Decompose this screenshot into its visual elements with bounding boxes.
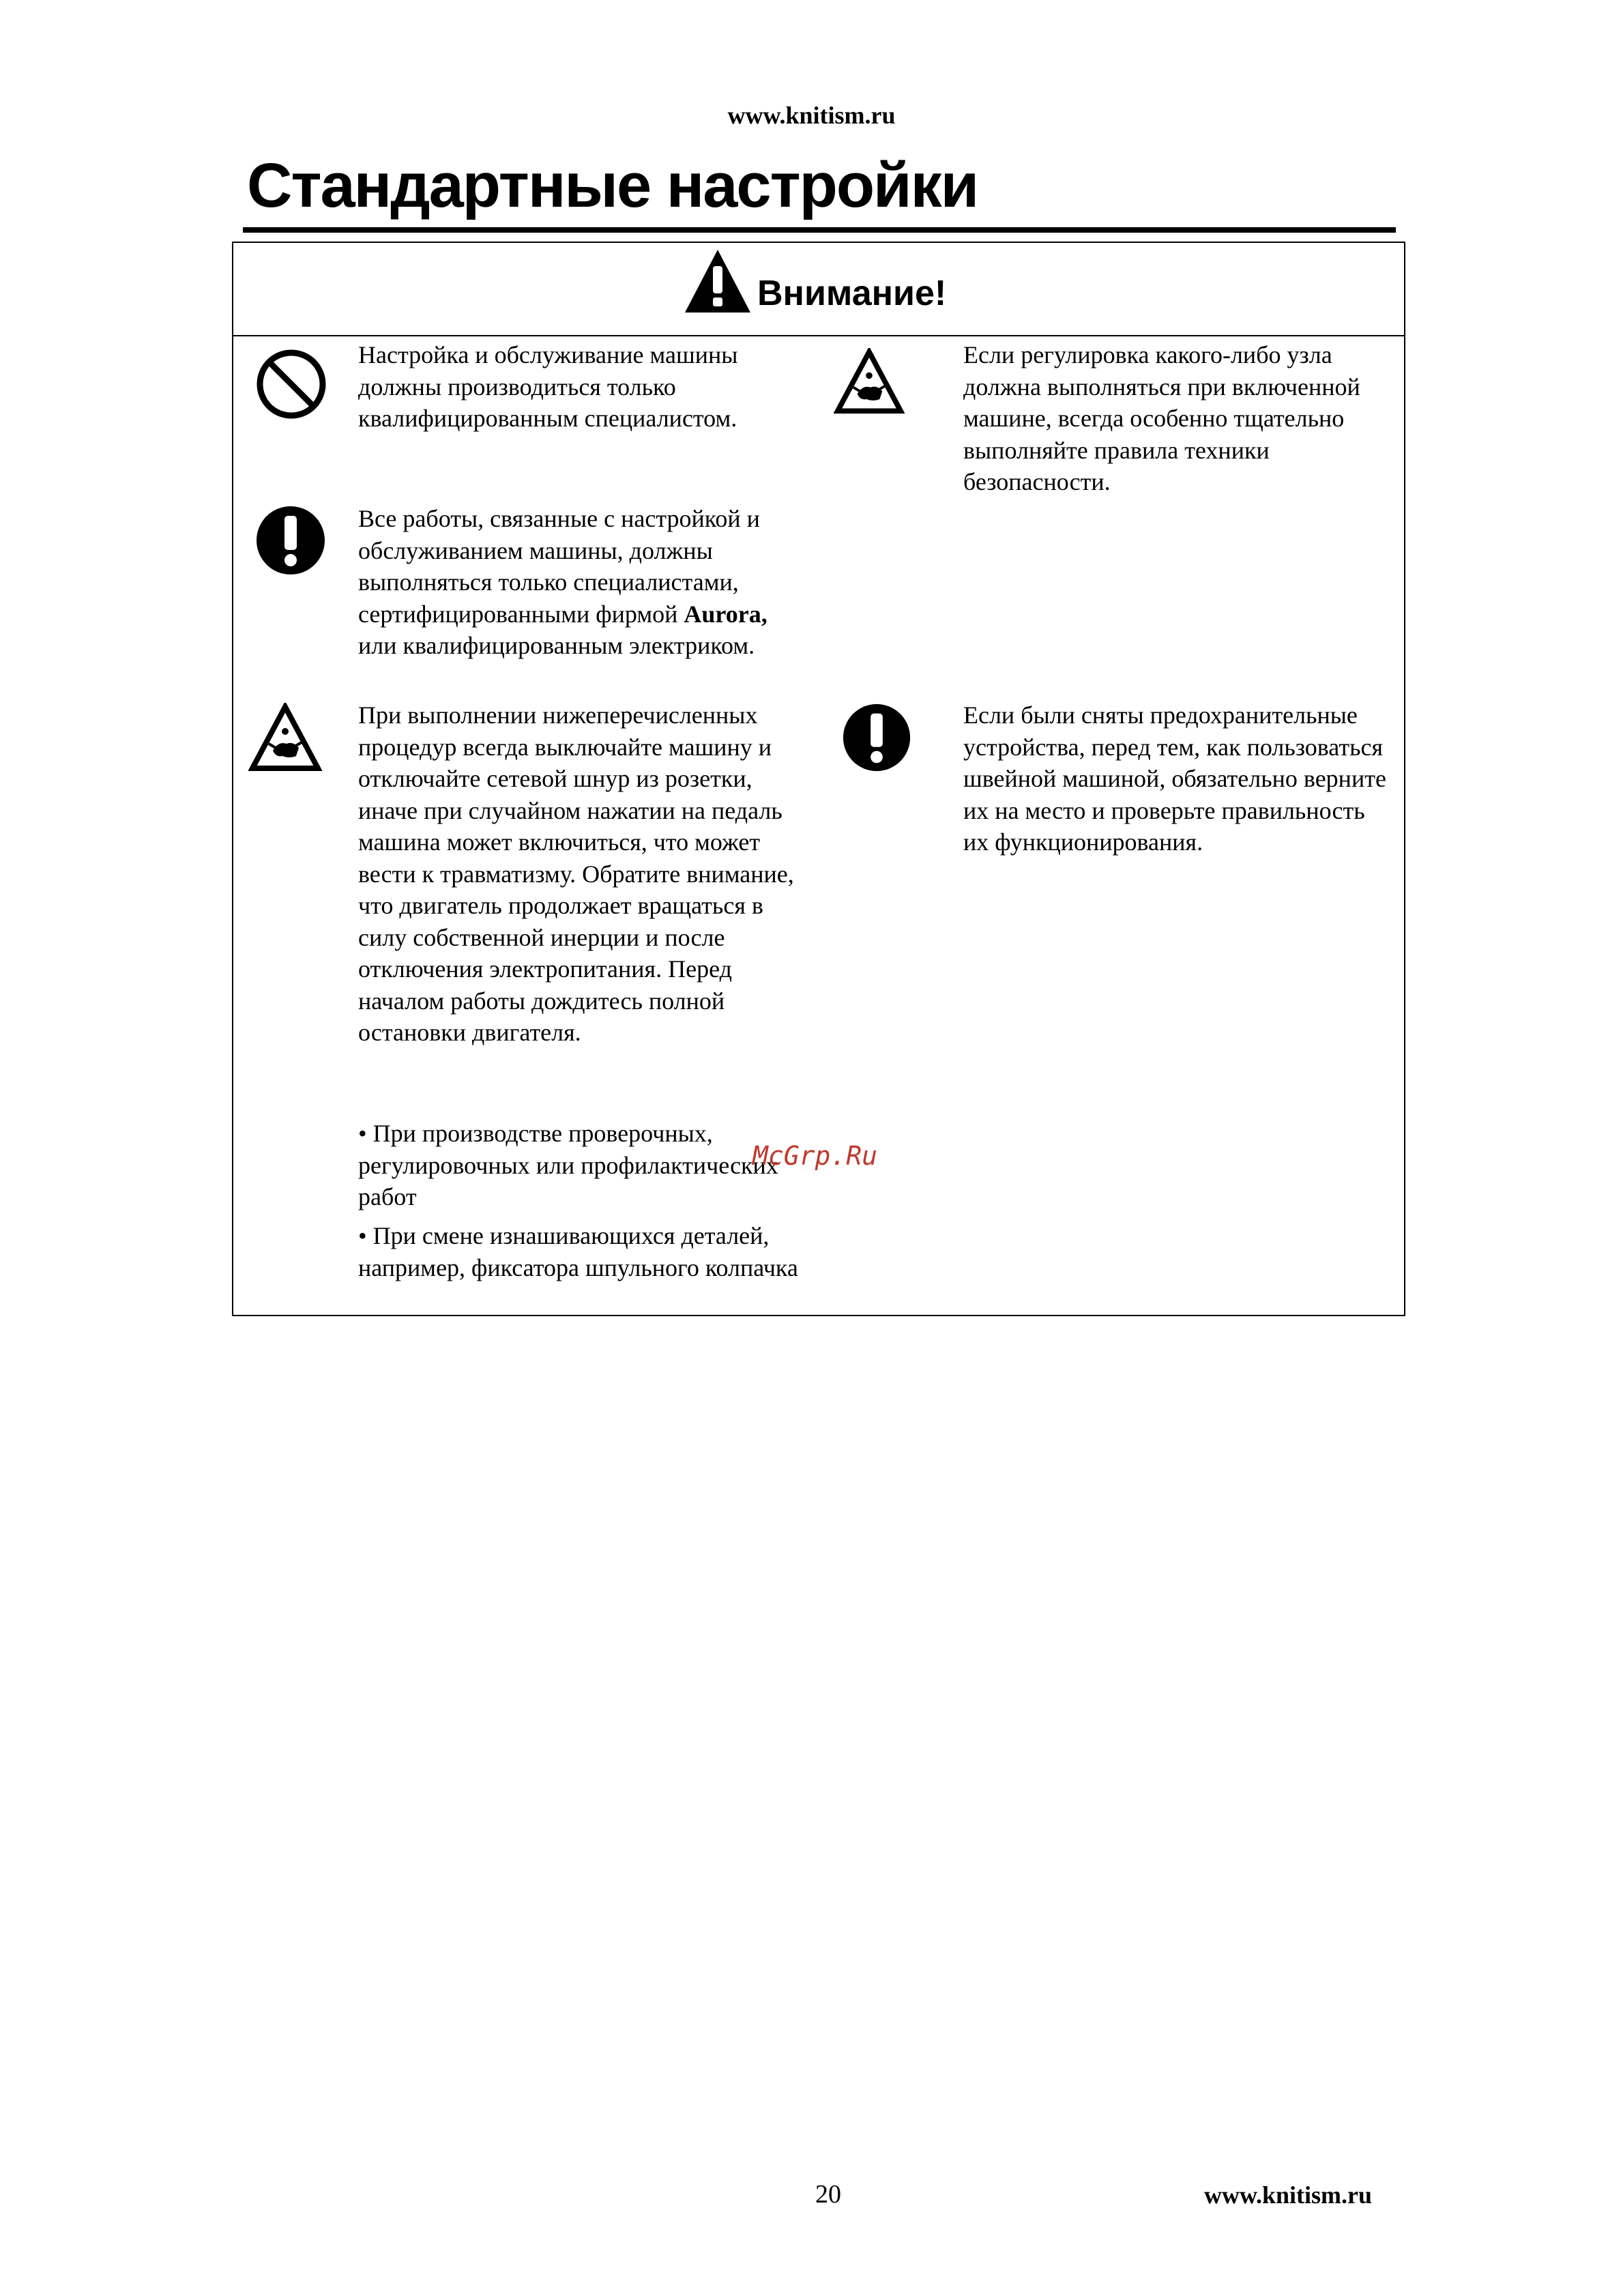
caution-box-header-divider bbox=[232, 335, 1405, 336]
caution-label: Внимание! bbox=[757, 274, 947, 313]
footer-site-url: www.knitism.ru bbox=[1204, 2181, 1373, 2209]
certified-staff-text-end: или квалифицированным электриком. bbox=[358, 632, 755, 659]
page-number: 20 bbox=[815, 2180, 841, 2209]
page-title: Стандартные настройки bbox=[247, 151, 978, 220]
right-item-live-adjustment: Если регулировка какого-либо узла должна выполняться при включенной машине, всегда особенно тщательно выполняйте правила техники безопасности. bbox=[963, 341, 1360, 495]
certified-staff-text-start: Все работы, связанные с настройкой и обслуживанием машины, должны выполняться только специалистами, сертифицированными фирмой bbox=[358, 505, 760, 628]
caution-header bbox=[682, 247, 946, 315]
title-underline bbox=[243, 227, 1396, 233]
bullet-worn-parts: • При смене изнашивающихся деталей, например, фиксатора шпульного колпачка bbox=[358, 1222, 798, 1281]
prohibition-icon bbox=[254, 347, 329, 422]
watermark: McGrp.Ru bbox=[752, 1141, 878, 1171]
right-item-safety-devices: Если были сняты предохранительные устройства, перед тем, как пользоваться швейной машиной, обязательно верните их на место и проверьте правильность их функционирования. bbox=[963, 701, 1386, 856]
bullet-inspection-work: • При производстве проверочных, регулировочных или профилактических работ bbox=[358, 1120, 778, 1210]
hand-crush-warning-icon bbox=[248, 703, 322, 774]
brand-aurora: Aurora, bbox=[684, 600, 767, 628]
left-item-certified-staff bbox=[358, 503, 802, 662]
warning-triangle-icon bbox=[682, 247, 753, 315]
header-site-url: www.knitism.ru bbox=[727, 102, 896, 129]
hand-crush-warning-icon bbox=[834, 348, 905, 416]
left-item-qualified-staff: Настройка и обслуживание машины должны производиться только квалифицированным специалистом. bbox=[358, 341, 738, 432]
left-item-power-off: При выполнении нижеперечисленных процедур всегда выключайте машину и отключайте сетевой шнур из розетки, иначе при случайном нажатии на педаль машина может включиться, что может вести к травматизму. Обратите внимание, что двигатель продолжает вращаться в силу собственной инерции и после отключения электропитания. Перед началом работы дождитесь полной остановки двигателя. bbox=[358, 701, 794, 1046]
mandatory-exclamation-icon bbox=[254, 504, 327, 577]
mandatory-exclamation-icon bbox=[840, 701, 913, 774]
